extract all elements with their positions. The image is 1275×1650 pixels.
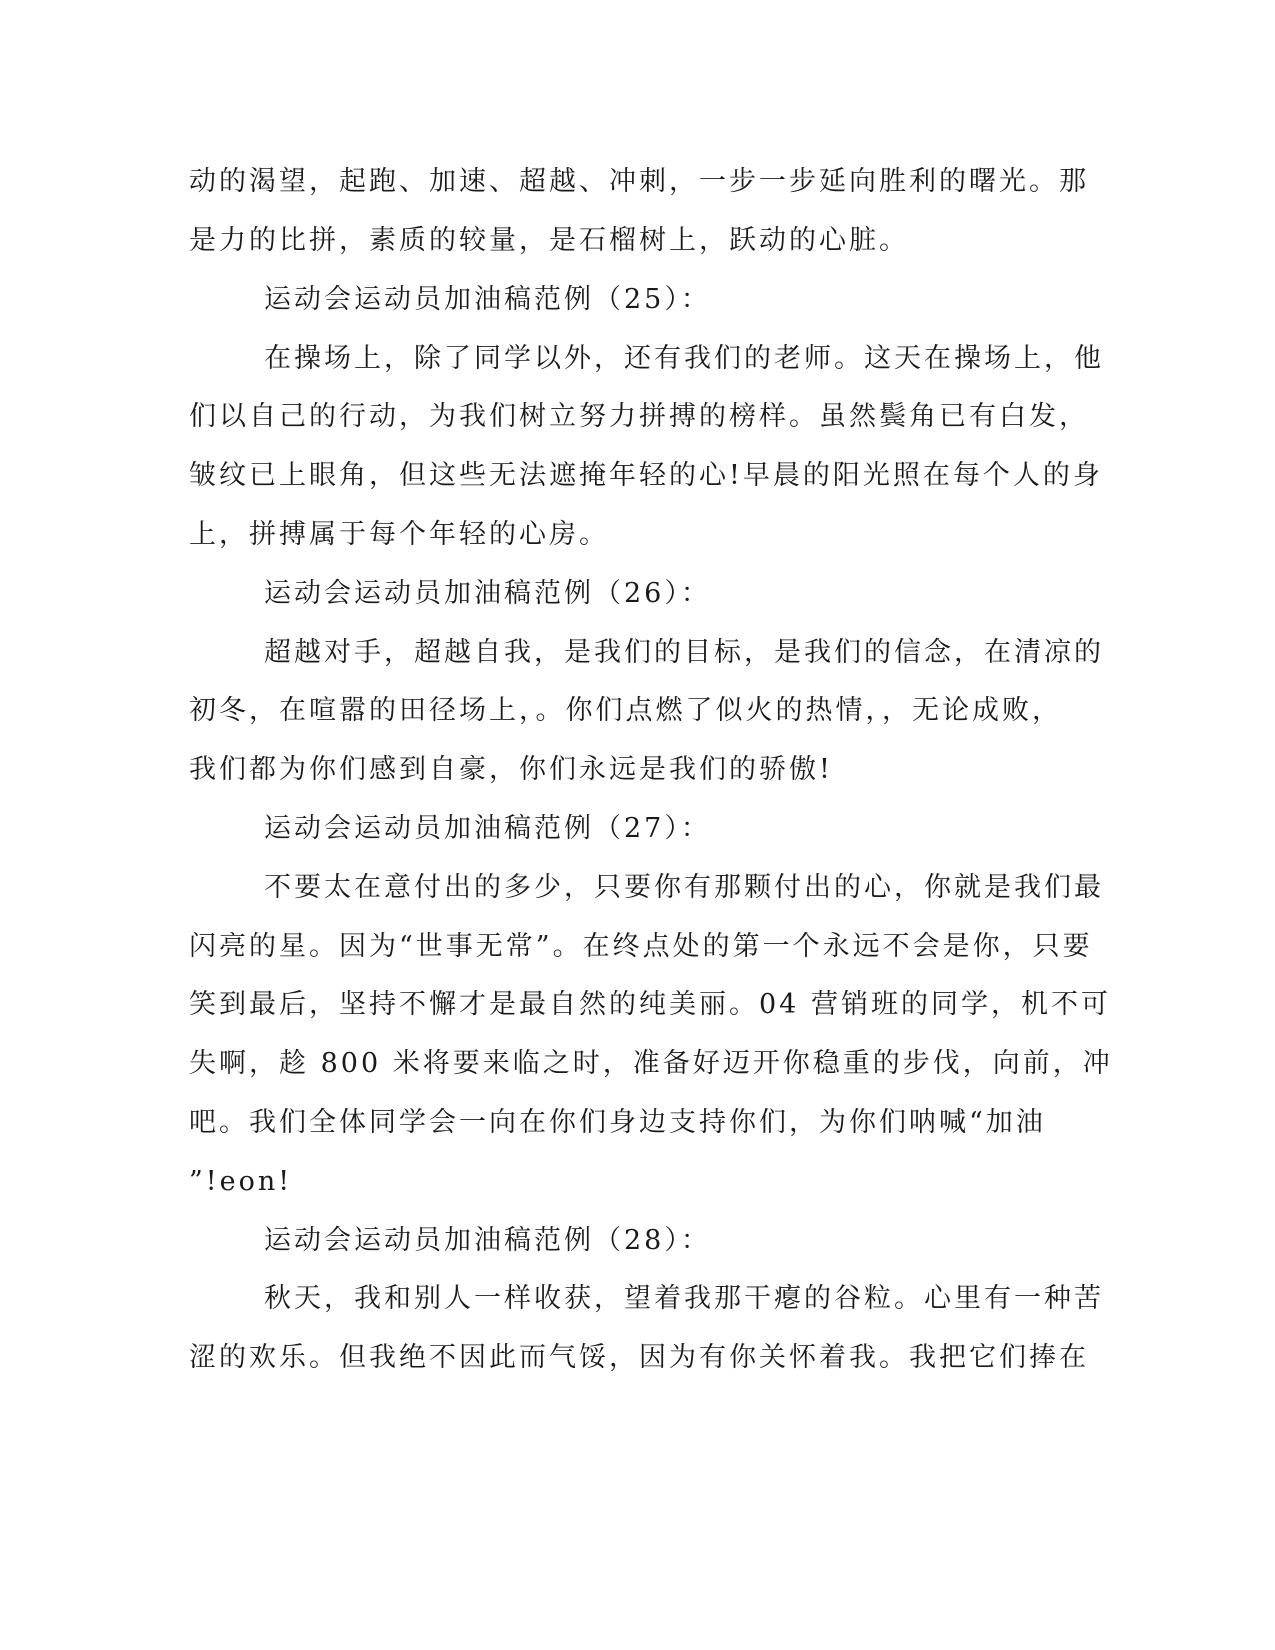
paragraph-line: 在操场上，除了同学以外，还有我们的老师。这天在操场上，他	[264, 343, 1104, 374]
paragraph-line: 是力的比拼，素质的较量，是石榴树上，跃动的心脏。	[189, 225, 909, 256]
paragraph-line: 我们都为你们感到自豪，你们永远是我们的骄傲!	[189, 754, 833, 785]
paragraph-line: 上，拼搏属于每个年轻的心房。	[189, 519, 609, 550]
paragraph-line: 笑到最后，坚持不懈才是最自然的纯美丽。04 营销班的同学，机不可	[189, 989, 1111, 1020]
paragraph-line: 秋天，我和别人一样收获，望着我那干瘪的谷粒。心里有一种苦	[264, 1283, 1104, 1314]
paragraph-line: 皱纹已上眼角，但这些无法遮掩年轻的心!早晨的阳光照在每个人的身	[189, 460, 1103, 491]
paragraph-line: 超越对手，超越自我，是我们的目标，是我们的信念，在清凉的	[264, 637, 1104, 668]
paragraph-line: 吧。我们全体同学会一向在你们身边支持你们，为你们呐喊“加油	[189, 1107, 1046, 1138]
paragraph-line: 动的渴望，起跑、加速、超越、冲刺，一步一步延向胜利的曙光。那	[189, 166, 1089, 197]
section-heading-25: 运动会运动员加油稿范例（25）：	[264, 284, 711, 315]
paragraph-line: 们以自己的行动，为我们树立努力拼搏的榜样。虽然鬓角已有白发，	[189, 401, 1089, 432]
section-heading-27: 运动会运动员加油稿范例（27）：	[264, 813, 711, 844]
paragraph-line: 闪亮的星。因为“世事无常”。在终点处的第一个永远不会是你，只要	[189, 931, 1093, 962]
section-heading-26: 运动会运动员加油稿范例（26）：	[264, 578, 711, 609]
paragraph-line: 涩的欢乐。但我绝不因此而气馁，因为有你关怀着我。我把它们捧在	[189, 1342, 1089, 1373]
paragraph-line: ”!eon!	[189, 1166, 293, 1197]
paragraph-line: 初冬，在喧嚣的田径场上，。你们点燃了似火的热情，，无论成败，	[189, 695, 1062, 726]
section-heading-28: 运动会运动员加油稿范例（28）：	[264, 1225, 711, 1256]
paragraph-line: 失啊，趁 800 米将要来临之时，准备好迈开你稳重的步伐，向前，冲	[189, 1048, 1113, 1079]
paragraph-line: 不要太在意付出的多少，只要你有那颗付出的心，你就是我们最	[264, 872, 1104, 903]
